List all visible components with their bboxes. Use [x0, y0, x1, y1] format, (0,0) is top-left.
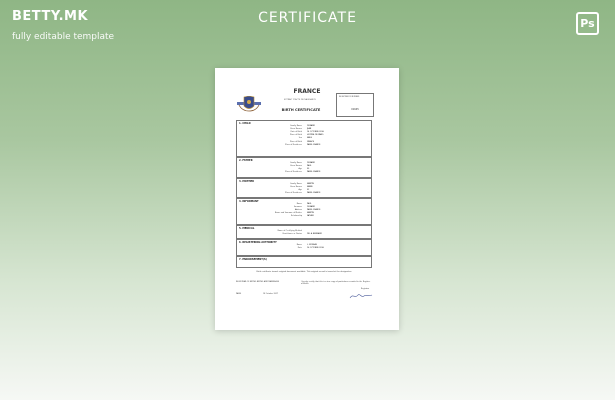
field-value[interactable]: L. MOREAU	[307, 243, 318, 246]
field-value[interactable]: PAUL	[307, 202, 312, 205]
certificate-section	[236, 157, 372, 178]
coat-of-arms-icon	[237, 96, 261, 112]
field-value[interactable]: DR. A. BERNARD	[307, 232, 322, 235]
field-value[interactable]: 35	[307, 167, 310, 170]
field-value[interactable]: FRANCE	[307, 140, 315, 143]
certificate-section	[236, 198, 372, 225]
field-value[interactable]: PARIS, FRANCE	[307, 171, 321, 174]
field-value[interactable]: HOPITAL DE PARIS	[307, 134, 324, 137]
brand-name: BETTY.MK	[12, 9, 89, 24]
field-label: Place of Residence	[285, 192, 302, 195]
section-title: 6. REGISTERING AUTHORITY	[239, 241, 277, 244]
registration-label: REGISTRATION NUMBER	[339, 96, 360, 98]
field-value[interactable]: DURAND	[307, 205, 315, 208]
certificate-section	[236, 178, 372, 198]
certificate-section	[236, 225, 372, 239]
registration-box	[336, 93, 374, 117]
certificate-section	[236, 120, 372, 157]
certificate-document	[215, 68, 399, 330]
field-value[interactable]: JEAN	[307, 127, 312, 130]
field-value[interactable]: PAUL	[307, 164, 312, 167]
field-label: Sex	[298, 137, 302, 140]
section-title: 2. FATHER	[239, 159, 253, 162]
field-label: Name	[296, 202, 302, 205]
field-label: Given Names	[289, 127, 302, 130]
field-label: Place of Residence	[285, 171, 302, 174]
field-value[interactable]: MARTIN	[307, 182, 314, 185]
field-label: Name of Certifying Medical	[277, 229, 302, 232]
certificate-section	[236, 239, 372, 256]
document-title: BIRTH CERTIFICATE	[281, 108, 321, 112]
field-label: Practitioner or Doctor	[282, 232, 302, 235]
field-value[interactable]: DURAND	[307, 161, 315, 164]
field-label: Family Name	[290, 182, 302, 185]
certification-note: I hereby certify that this is a true copy of particulars recorded in the Register of Births	[301, 281, 371, 285]
section-title: 3. MOTHER	[239, 180, 254, 183]
field-value[interactable]: MARIE	[307, 185, 313, 188]
field-label: Address	[294, 208, 302, 211]
field-label: Age	[298, 188, 302, 191]
field-value[interactable]: MARTIN	[307, 212, 314, 215]
section-title: 5. MEDICAL	[239, 227, 255, 230]
field-label: Relationship	[290, 215, 302, 218]
field-label: Surname	[293, 205, 302, 208]
field-label: Given Names	[289, 185, 302, 188]
field-label: Age	[298, 167, 302, 170]
page-title: CERTIFICATE	[258, 10, 357, 26]
field-label: Date of Birth	[290, 130, 302, 133]
issue-date: 18 October 2017	[263, 293, 279, 295]
document-country: FRANCE	[293, 88, 321, 95]
field-value[interactable]: FATHER	[307, 215, 314, 218]
certify-text: Birth certificate issued, original document available. This original record is issued at the designation	[256, 271, 352, 273]
field-value[interactable]: DURAND	[307, 124, 315, 127]
registrar-label: Registrar	[361, 288, 370, 290]
signature-icon	[349, 292, 373, 300]
registration-value: 01645	[351, 108, 359, 111]
document-subtitle: EXTRAIT D'ACTE DE NAISSANCE	[284, 99, 316, 101]
issue-place: PARIS	[236, 293, 242, 295]
section-title: 4. INFORMANT	[239, 200, 259, 203]
field-value[interactable]: PARIS, FRANCE	[307, 208, 321, 211]
field-value[interactable]: PARIS, FRANCE	[307, 192, 321, 195]
registrar-office: REGISTRAR OF BIRTHS BIRTHS AND MARRIAGES	[236, 281, 280, 283]
field-value[interactable]: 14 OCTOBRE 2016	[307, 130, 324, 133]
section-title: 1. CHILD	[239, 122, 251, 125]
field-label: Family Name	[290, 161, 302, 164]
field-label: Name	[296, 243, 302, 246]
field-label: Place of Birth	[290, 140, 302, 143]
field-label: Date	[297, 246, 302, 249]
field-label: Given Names	[289, 164, 302, 167]
section-title: 7. ENDORSEMENT(S)	[239, 258, 267, 261]
brand-tagline: fully editable template	[12, 32, 115, 42]
field-value[interactable]: PARIS, FRANCE	[307, 143, 321, 146]
field-value[interactable]: MALE	[307, 137, 312, 140]
field-label: Name and Surname of Mother	[274, 212, 302, 215]
field-label: Place of Residence	[285, 143, 302, 146]
certificate-section	[236, 256, 372, 268]
field-value[interactable]: 32	[307, 188, 310, 191]
field-value[interactable]: 16 OCTOBRE 2016	[307, 246, 324, 249]
photoshop-icon: Ps	[576, 12, 599, 35]
field-label: Family Name	[290, 124, 302, 127]
field-label: Place of Birth	[290, 134, 302, 137]
